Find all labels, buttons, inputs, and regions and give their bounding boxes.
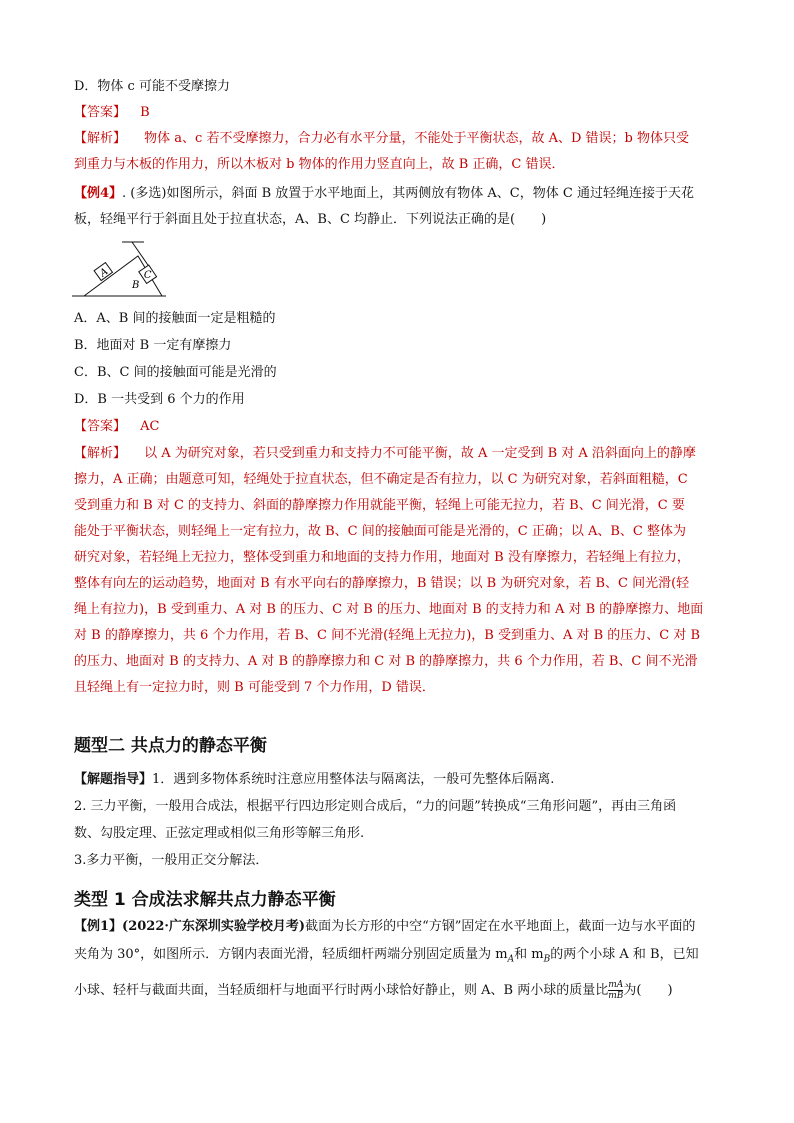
- analysis-2-line5: 研究对象，若轻绳上无拉力，整体受到重力和地面的支持力作用，地面对 B 没有摩擦力，若轻绳上有拉力，: [74, 550, 690, 565]
- subscript-b: B: [543, 954, 551, 965]
- example-1-line2: [74, 946, 699, 969]
- analysis-2-line8: 对 B 的静摩擦力，共 6 个力作用，若 B、C 间不光滑(轻绳上无拉力)，B 受到重力、A 对 B 的压力、C 对 B: [74, 628, 701, 643]
- block-c-label: C: [143, 270, 152, 282]
- analysis-text: 物体 a、c 若不受摩擦力，合力必有水平分量，不能处于平衡状态，故 A、D 错误；b 物体只受: [144, 131, 689, 146]
- mass-ratio-fraction: [608, 980, 623, 1001]
- answer-label: 【答案】: [74, 105, 127, 120]
- subscript-a: A: [507, 954, 515, 965]
- answer-label: 【答案】: [74, 419, 127, 434]
- example-tag: 【例4】: [74, 186, 123, 201]
- example-text-a: 夹角为 30°，如图所示．方钢内表面光滑，轻质细杆两端分别固定质量为 m: [74, 947, 508, 962]
- example-4-line1: [74, 185, 694, 203]
- wedge-b-label: B: [132, 280, 140, 291]
- type-1-title: 类型 1 合成法求解共点力静态平衡: [74, 890, 336, 910]
- analysis-1-line2: 到重力与木板的作用力，所以木板对 b 物体的作用力竖直向上，故 B 正确，C 错误．: [74, 157, 565, 172]
- section-2-title: 题型二 共点力的静态平衡: [74, 736, 267, 756]
- example-text-b: 和 m: [514, 947, 544, 962]
- guide-line2: 2. 三力平衡，一般用合成法，根据平行四边形定则合成后，“力的问题”转换成“三角形问题”，再由三角函: [74, 799, 677, 814]
- analysis-2-line9: 的压力、地面对 B 的支持力、A 对 B 的静摩擦力和 C 对 B 的静摩擦力，共 6 个力作用，若 B、C 间不光滑: [74, 654, 698, 669]
- fraction-numerator: mA: [608, 980, 624, 990]
- option-c: C．B、C 间的接触面可能是光滑的: [74, 365, 277, 380]
- option-a: A．A、B 间的接触面一定是粗糙的: [74, 311, 276, 326]
- example-text-c: 的两个小球 A 和 B，已知: [550, 947, 699, 962]
- guide-label: 【解题指导】: [74, 772, 153, 787]
- example-text: . (多选)如图所示，斜面 B 放置于水平地面上，其两侧放有物体 A、C，物体 C 通过轻绳连接于天花: [122, 186, 694, 201]
- option-d-top: D．物体 c 可能不受摩擦力: [74, 79, 230, 94]
- fraction-denominator: mB: [608, 991, 624, 1001]
- example-1-line1: [74, 918, 695, 936]
- analysis-2-line6: 整体有向左的运动趋势，地面对 B 有水平向右的静摩擦力，B 错误；以 B 为研究对象，若 B、C 间光滑(轻: [74, 576, 690, 591]
- analysis-2-line7: 绳上有拉力)，B 受到重力、A 对 B 的压力、C 对 B 的压力、地面对 B 的支持力和 A 对 B 的静摩擦力、地面: [74, 602, 704, 617]
- option-d: D．B 一共受到 6 个力的作用: [74, 392, 245, 407]
- analysis-2-line3: 受到重力和 B 对 C 的支持力、斜面的静摩擦力作用就能平衡，轻绳上可能无拉力，若 B、C 间光滑，C 要: [74, 498, 685, 513]
- incline-diagram: [70, 238, 170, 300]
- rope: [132, 242, 150, 268]
- analysis-text: 以 A 为研究对象，若只受到重力和支持力不可能平衡，故 A 一定受到 B 对 A 沿斜面向上的静摩: [144, 446, 696, 461]
- example-1-line3: [74, 980, 673, 1001]
- guide-line3: 数、勾股定理、正弦定理或相似三角形等解三角形.: [74, 826, 365, 841]
- answer-2: [74, 418, 160, 436]
- analysis-1-line1: [74, 130, 689, 148]
- answer-value: B: [140, 105, 150, 120]
- guide-line1: [74, 771, 554, 789]
- example-text: 截面为长方形的中空“方钢”固定在水平地面上，截面一边与水平面的: [305, 919, 696, 934]
- analysis-2-line10: 且轻绳上有一定拉力时，则 B 可能受到 7 个力作用，D 错误．: [74, 680, 435, 695]
- option-b: B．地面对 B 一定有摩擦力: [74, 338, 232, 353]
- analysis-label: 【解析】: [74, 131, 127, 146]
- block-a-label: A: [98, 266, 111, 280]
- example-text: 小球、轻杆与截面共面，当轻质细杆与地面平行时两小球恰好静止，则 A、B 两小球的质量比: [74, 983, 609, 998]
- example-text-end: 为( ): [623, 983, 673, 998]
- guide-text: 1．遇到多物体系统时注意应用整体法与隔离法，一般可先整体后隔离.: [152, 772, 555, 787]
- analysis-2-line4: 能处于平衡状态，则轻绳上一定有拉力，故 B、C 间的接触面可能是光滑的，C 正确；以 A、B、C 整体为: [74, 524, 686, 539]
- example-tag: 【例1】: [74, 919, 123, 934]
- example-4-line2: 板，轻绳平行于斜面且处于拉直状态，A、B、C 均静止．下列说法正确的是( ): [74, 212, 547, 227]
- analysis-2-line1: [74, 445, 696, 463]
- answer-1: [74, 104, 150, 122]
- analysis-label: 【解析】: [74, 446, 127, 461]
- analysis-2-line2: 擦力，A 正确；由题意可知，轻绳处于拉直状态，但不确定是否有拉力，以 C 为研究对象，若斜面粗糙，C: [74, 472, 688, 487]
- guide-line4: 3.多力平衡，一般用正交分解法．: [74, 853, 269, 868]
- example-source: (2022·广东深圳实验学校月考): [122, 919, 306, 934]
- answer-value: AC: [140, 419, 160, 434]
